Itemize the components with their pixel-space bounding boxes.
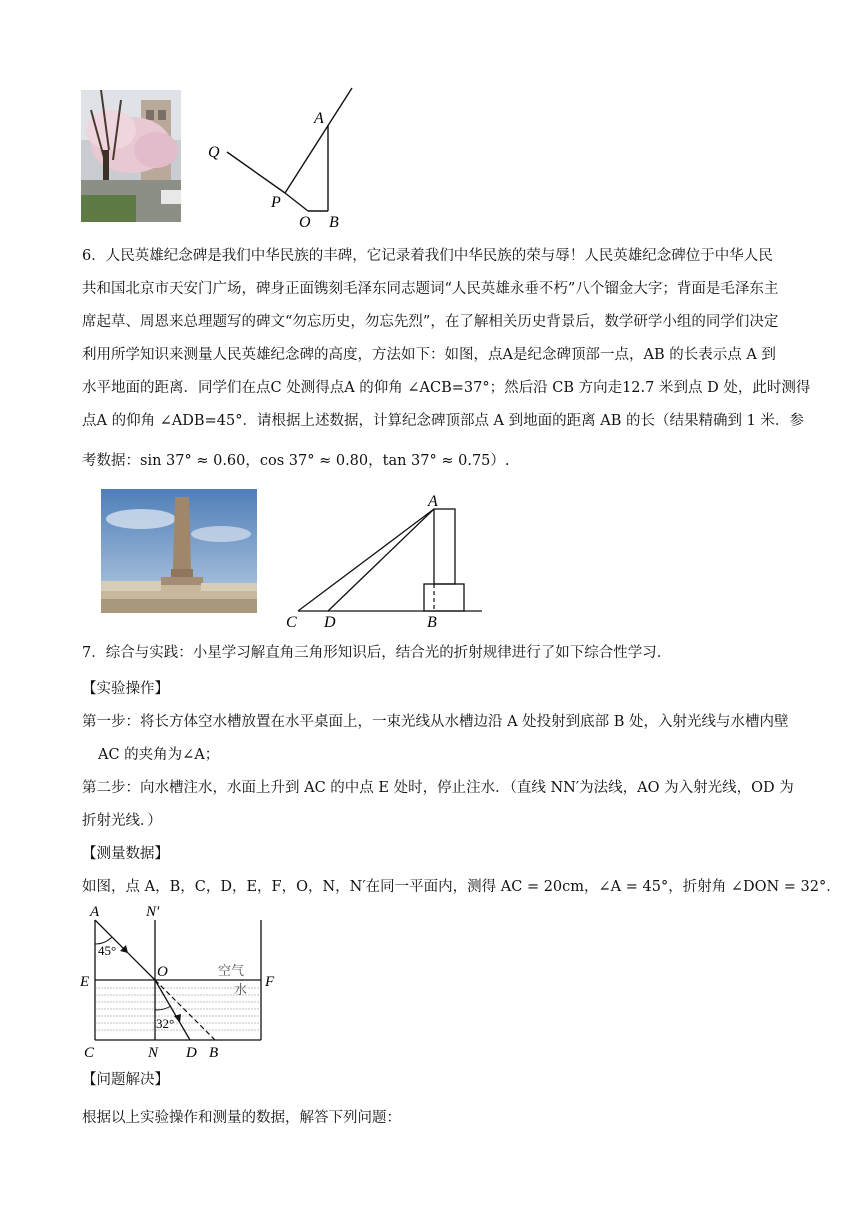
label-e: E [80,974,90,990]
angle-32-label: 32° [156,1016,175,1031]
label-o: O [299,214,311,230]
line-po [285,193,308,211]
figure-3-diagram [78,902,278,1064]
label-d: D [324,614,336,630]
label-q: Q [208,144,220,161]
label-f: F [265,974,275,990]
q7-heading-solve: 【问题解决】 [82,1072,169,1088]
angle-32-arc [155,1006,171,1010]
angle-45-label: 45° [98,943,117,958]
label-a: A [90,904,100,920]
label-p: P [271,194,281,211]
line-ca [298,509,434,611]
q7-heading-operation: 【实验操作】 [82,681,169,697]
q7-intro: 7．综合与实践：小星学习解直角三角形知识后，结合光的折射规律进行了如下综合性学习． [82,645,672,661]
figure-1-diagram [200,80,360,230]
q6-line-4: 利用所学知识来测量人民英雄纪念碑的高度，方法如下：如图，点A是纪念碑顶部一点，AB 的长表示点 A 到 [82,347,776,363]
label-b: B [209,1045,219,1061]
q7-step2-line1: 第二步：向水槽注水，水面上升到 AC 的中点 E 处时，停止注水．（直线 NN′为法线，AO 为入射光线，OD 为 [82,780,794,796]
q7-step2-line2: 折射光线．） [82,813,162,829]
q7-step1-line1: 第一步：将长方体空水槽放置在水平桌面上，一束光线从水槽边沿 A 处投射到底部 B 处，入射光线与水槽内壁 [82,714,789,730]
q7-step1-line2: AC 的夹角为∠A； [98,747,220,763]
line-qp [227,152,285,193]
q6-line-7: 考数据：sin 37° ≈ 0.60，cos 37° ≈ 0.80，tan 37° ≈ 0.75）. [82,453,510,469]
figure-2-diagram [280,490,490,630]
q7-heading-data: 【测量数据】 [82,846,169,862]
q6-line-2: 共和国北京市天安门广场，碑身正面镌刻毛泽东同志题词“人民英雄永垂不朽”八个镏金大字；背面是毛泽东主 [82,281,779,297]
q6-line-3: 席起草、周恩来总理题写的碑文“勿忘历史，勿忘先烈”，在了解相关历史背景后，数学研学小组的同学们决定 [82,314,779,330]
label-a: A [314,110,324,127]
label-n: N [148,1045,159,1061]
monument-base [424,584,464,611]
monument-photo [101,489,257,613]
q6-line-1: 6．人民英雄纪念碑是我们中华民族的丰碑，它记录着我们中华民族的荣与辱！人民英雄纪念碑位于中华人民 [82,248,773,264]
label-a: A [428,493,438,510]
label-c: C [84,1045,95,1061]
label-o: O [157,964,168,980]
cherry-blossom-photo [81,90,181,222]
air-label: 空气 [218,963,245,978]
label-n-prime: N′ [146,904,160,920]
q7-data: 如图，点 A，B，C，D，E，F，O，N，N′在同一平面内，测得 AC = 20cm，∠A = 45°，折射角 ∠DON = 32°． [82,879,841,895]
label-d: D [186,1045,197,1061]
line-da [328,509,434,611]
label-c: C [286,614,297,630]
q6-line-5: 水平地面的距离．同学们在点C 处测得点A 的仰角 ∠ACB=37°；然后沿 CB 方向走12.7 米到点 D 处，此时测得 [82,380,811,396]
line-p-ray [285,88,352,193]
q6-line-6: 点A 的仰角 ∠ADB=45°．请根据上述数据，计算纪念碑顶部点 A 到地面的距离 AB 的长（结果精确到 1 米．参 [82,413,804,429]
water-label: 水 [234,982,248,997]
label-b: B [329,214,339,230]
monument-shaft [434,509,455,584]
q7-solve: 根据以上实验操作和测量的数据，解答下列问题： [82,1110,401,1126]
label-b: B [427,614,437,630]
